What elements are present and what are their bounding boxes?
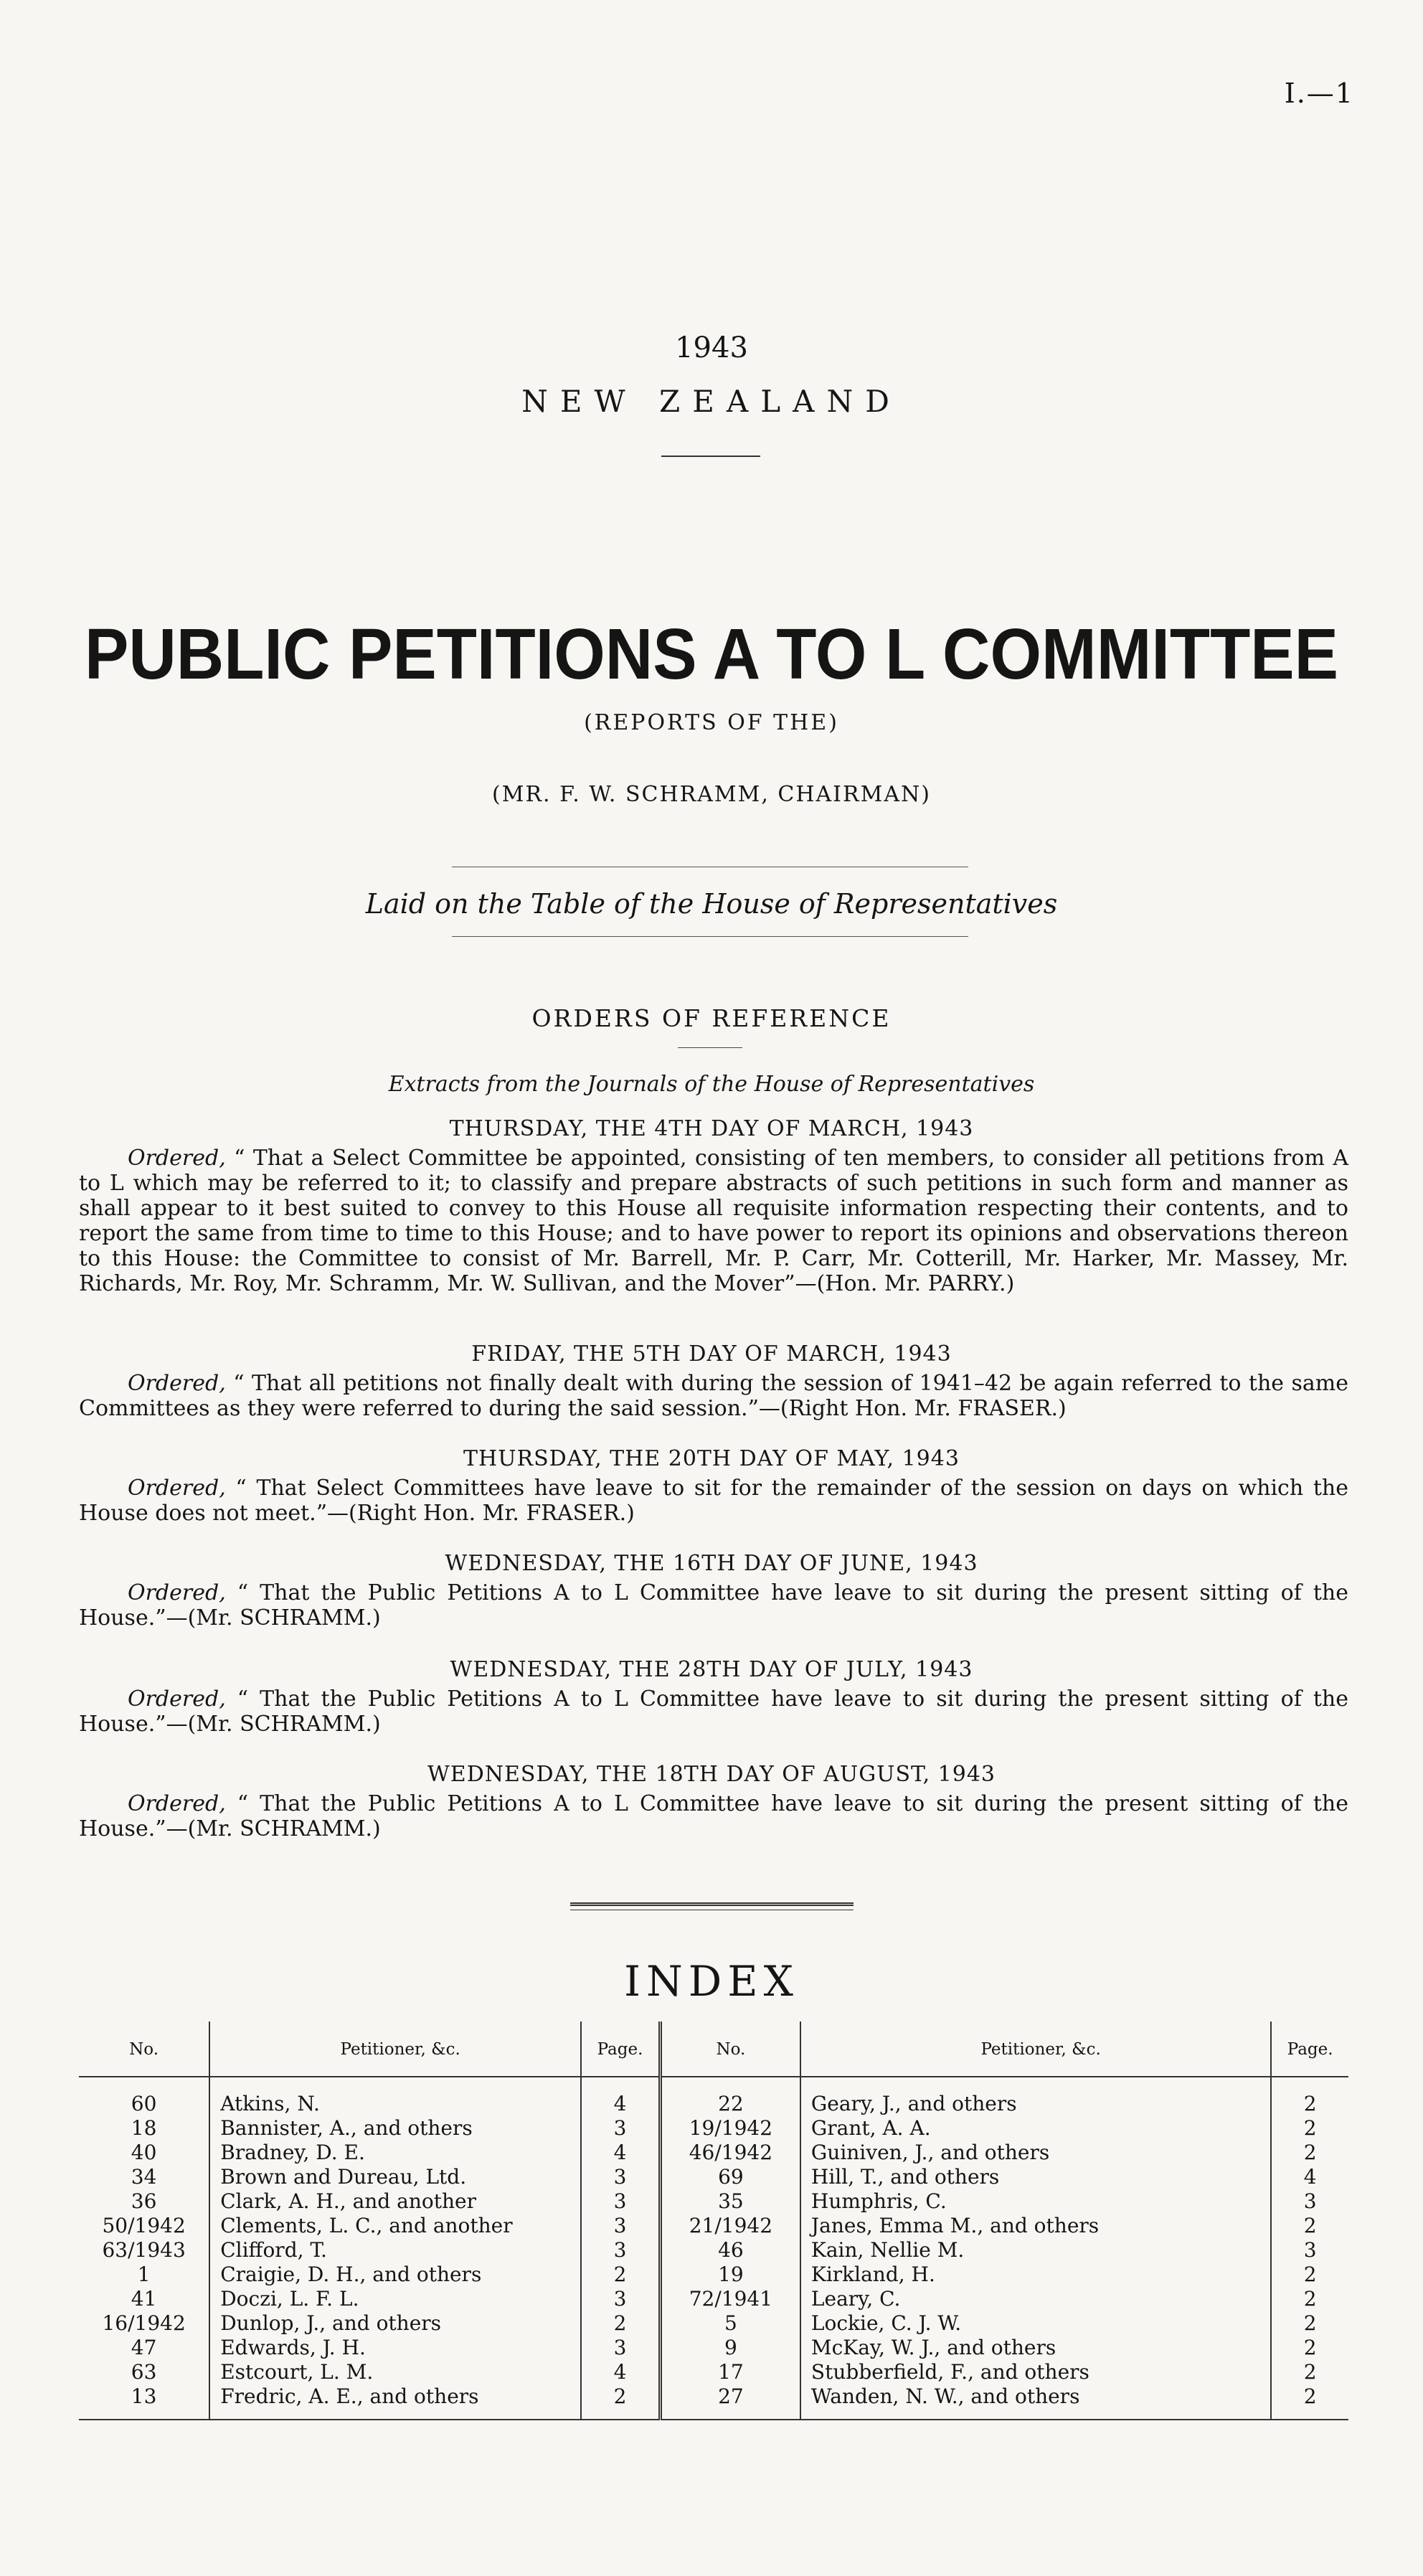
order-lead: Ordered, [128, 1476, 226, 1501]
petitioner-name: Edwards, J. H. [209, 2336, 581, 2360]
order-date: THURSDAY, THE 20TH DAY OF MAY, 1943 [463, 1446, 960, 1471]
page-reference: 3 [581, 2336, 660, 2360]
order-lead: Ordered, [128, 1791, 226, 1816]
petition-number: 63/1943 [102, 2238, 186, 2262]
petition-number: 21/1942 [660, 2214, 800, 2238]
petitioner-name: Guiniven, J., and others [800, 2141, 1271, 2165]
order-date: WEDNESDAY, THE 16TH DAY OF JUNE, 1943 [445, 1551, 978, 1576]
petitioner-name: Brown and Dureau, Ltd. [209, 2165, 581, 2189]
table-row [79, 2287, 1348, 2311]
petition-number: 22 [660, 2077, 800, 2116]
petition-number: 35 [660, 2189, 800, 2214]
table-row [79, 2214, 1348, 2238]
page-reference: 3 [581, 2214, 660, 2238]
petition-number: 27 [660, 2384, 800, 2420]
order-paragraph [79, 1476, 1348, 1526]
divider [452, 936, 968, 937]
order-text: “ That a Select Committee be appointed, consisting of ten members, to consider all petitions from A to L which may be referred to it; to classify and prepare abstracts of such petitions in such form and manner as shall appear to it best suited to convey to this House all requisite information respecting their contents, and to report the same from time to time to this House; and to have power to report its opinions and observations thereon to this House: the Committee to consist of Mr. Barrell, Mr. P. Carr, Mr. Cotterill, Mr. Harker, Mr. Massey, Mr. Richards, Mr. Roy, Mr. Schramm, Mr. W. Sullivan, and the Mover”—(Hon. Mr. PARRY.) [79, 1146, 1348, 1296]
index-header-row [79, 2021, 1348, 2077]
page-title: PUBLIC PETITIONS A TO L COMMITTEE [84, 614, 1339, 694]
page-reference: 2 [1271, 2077, 1348, 2116]
page-reference: 2 [581, 2384, 660, 2420]
page-reference: 3 [581, 2189, 660, 2214]
petition-number: 13 [131, 2384, 157, 2408]
page-reference: 3 [1271, 2238, 1348, 2263]
page-number: I.—1 [1284, 77, 1354, 109]
page-reference: 3 [1271, 2189, 1348, 2214]
petition-number: 60 [131, 2092, 157, 2115]
order-paragraph [79, 1371, 1348, 1421]
table-row [79, 2238, 1348, 2263]
col-no-header: No. [660, 2021, 800, 2077]
table-row [79, 2165, 1348, 2189]
petition-number: 69 [660, 2165, 800, 2189]
petitioner-name: Humphris, C. [800, 2189, 1271, 2214]
chairman-line: (MR. F. W. SCHRAMM, CHAIRMAN) [492, 782, 931, 807]
petition-number: 72/1941 [660, 2287, 800, 2311]
col-no-header: No. [79, 2021, 209, 2077]
page-reference: 3 [581, 2116, 660, 2141]
extracts-caption: Extracts from the Journals of the House of Representatives [388, 1072, 1035, 1097]
petitioner-name: Clark, A. H., and another [209, 2189, 581, 2214]
petitioner-name: Clements, L. C., and another [209, 2214, 581, 2238]
petition-number: 5 [660, 2311, 800, 2336]
petition-number: 9 [660, 2336, 800, 2360]
petition-number: 46/1942 [660, 2141, 800, 2165]
col-page-header: Page. [581, 2021, 660, 2077]
petition-number: 50/1942 [102, 2214, 186, 2237]
order-date: WEDNESDAY, THE 18TH DAY OF AUGUST, 1943 [427, 1762, 996, 1787]
page-reference: 4 [1271, 2165, 1348, 2189]
order-paragraph [79, 1791, 1348, 1841]
petitioner-name: Bradney, D. E. [209, 2141, 581, 2165]
table-row [79, 2116, 1348, 2141]
petitioner-name: Doczi, L. F. L. [209, 2287, 581, 2311]
petition-number: 41 [131, 2287, 157, 2311]
order-paragraph [79, 1686, 1348, 1737]
order-text: “ That the Public Petitions A to L Committee have leave to sit during the present sitting of the House.”—(Mr. SCHRAMM.) [79, 1791, 1348, 1841]
table-row [79, 2384, 1348, 2420]
petitioner-name: Clifford, T. [209, 2238, 581, 2263]
petition-number: 34 [131, 2165, 157, 2189]
report-year: 1943 [675, 331, 748, 364]
page-reference: 2 [1271, 2384, 1348, 2420]
order-lead: Ordered, [128, 1686, 226, 1712]
page-reference: 2 [1271, 2214, 1348, 2238]
table-row [79, 2189, 1348, 2214]
table-row [79, 2263, 1348, 2287]
petition-number: 16/1942 [102, 2311, 186, 2335]
order-lead: Ordered, [128, 1371, 226, 1396]
petitioner-name: Kirkland, H. [800, 2263, 1271, 2287]
page-reference: 2 [1271, 2360, 1348, 2384]
order-date: THURSDAY, THE 4TH DAY OF MARCH, 1943 [449, 1116, 974, 1141]
petition-number: 19 [660, 2263, 800, 2287]
page-reference: 3 [581, 2238, 660, 2263]
divider [661, 456, 760, 457]
page-reference: 2 [1271, 2116, 1348, 2141]
order-lead: Ordered, [128, 1146, 226, 1171]
petitioner-name: Lockie, C. J. W. [800, 2311, 1271, 2336]
petition-number: 18 [131, 2116, 157, 2140]
order-paragraph [79, 1146, 1348, 1296]
table-row [79, 2311, 1348, 2336]
subtitle: (REPORTS OF THE) [584, 710, 839, 735]
col-petitioner-header: Petitioner, &c. [800, 2021, 1271, 2077]
table-row [79, 2336, 1348, 2360]
divider [678, 1047, 742, 1048]
table-row [79, 2077, 1348, 2116]
index-title: INDEX [624, 1957, 799, 2006]
order-text: “ That all petitions not finally dealt with during the session of 1941–42 be again referred to the same Committees as they were referred to during the said session.”—(Right Hon. Mr. FRASER.) [79, 1371, 1348, 1421]
divider [570, 1902, 854, 1906]
petitioner-name: Janes, Emma M., and others [800, 2214, 1271, 2238]
page-reference: 4 [581, 2141, 660, 2165]
page-reference: 4 [581, 2077, 660, 2116]
petitioner-name: Kain, Nellie M. [800, 2238, 1271, 2263]
petitioner-name: McKay, W. J., and others [800, 2336, 1271, 2360]
petitioner-name: Hill, T., and others [800, 2165, 1271, 2189]
petition-number: 40 [131, 2141, 157, 2164]
page-reference: 2 [1271, 2311, 1348, 2336]
col-page-header: Page. [1271, 2021, 1348, 2077]
petition-number: 19/1942 [660, 2116, 800, 2141]
petitioner-name: Craigie, D. H., and others [209, 2263, 581, 2287]
petition-number: 63 [131, 2360, 157, 2384]
petitioner-name: Stubberfield, F., and others [800, 2360, 1271, 2384]
order-text: “ That the Public Petitions A to L Committee have leave to sit during the present sitting of the House.”—(Mr. SCHRAMM.) [79, 1580, 1348, 1631]
page-reference: 2 [1271, 2141, 1348, 2165]
col-petitioner-header: Petitioner, &c. [209, 2021, 581, 2077]
petitioner-name: Leary, C. [800, 2287, 1271, 2311]
order-text: “ That Select Committees have leave to sit for the remainder of the session on days on which the House does not meet.”—(Right Hon. Mr. FRASER.) [79, 1476, 1348, 1526]
page-reference: 2 [1271, 2263, 1348, 2287]
petitioner-name: Geary, J., and others [800, 2077, 1271, 2116]
petitioner-name: Atkins, N. [209, 2077, 581, 2116]
order-text: “ That the Public Petitions A to L Committee have leave to sit during the present sitting of the House.”—(Mr. SCHRAMM.) [79, 1686, 1348, 1737]
page-reference: 3 [581, 2165, 660, 2189]
page-reference: 2 [1271, 2287, 1348, 2311]
page-reference: 4 [581, 2360, 660, 2384]
order-date: FRIDAY, THE 5TH DAY OF MARCH, 1943 [471, 1341, 952, 1367]
order-date: WEDNESDAY, THE 28TH DAY OF JULY, 1943 [450, 1657, 973, 1682]
petitioner-name: Grant, A. A. [800, 2116, 1271, 2141]
petitioner-name: Fredric, A. E., and others [209, 2384, 581, 2420]
petitioner-name: Bannister, A., and others [209, 2116, 581, 2141]
page-reference: 2 [1271, 2336, 1348, 2360]
order-lead: Ordered, [128, 1580, 226, 1605]
page-reference: 2 [581, 2263, 660, 2287]
petition-number: 46 [660, 2238, 800, 2263]
index-table [79, 2021, 1348, 2425]
petition-number: 1 [137, 2263, 151, 2286]
country-heading: NEW ZEALAND [521, 384, 902, 419]
laid-on-table: Laid on the Table of the House of Representatives [365, 888, 1058, 920]
petition-number: 47 [131, 2336, 157, 2359]
petition-number: 17 [660, 2360, 800, 2384]
petitioner-name: Dunlop, J., and others [209, 2311, 581, 2336]
table-row [79, 2141, 1348, 2165]
petition-number: 36 [131, 2189, 157, 2213]
page-reference: 3 [581, 2287, 660, 2311]
petitioner-name: Estcourt, L. M. [209, 2360, 581, 2384]
petitioner-name: Wanden, N. W., and others [800, 2384, 1271, 2420]
page-reference: 2 [581, 2311, 660, 2336]
orders-heading: ORDERS OF REFERENCE [531, 1004, 892, 1032]
order-paragraph [79, 1580, 1348, 1631]
table-row [79, 2360, 1348, 2384]
